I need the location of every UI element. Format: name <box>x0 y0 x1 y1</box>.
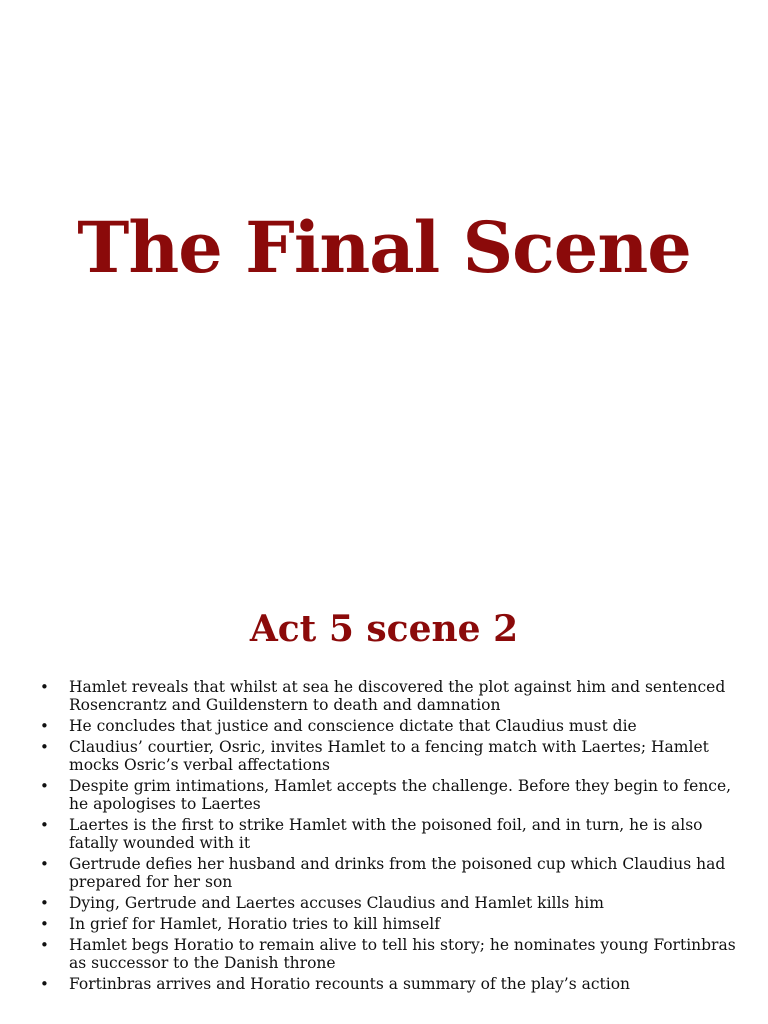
bullet-item <box>38 816 738 852</box>
bullet-text: Fortinbras arrives and Horatio recounts a summary of the play’s action <box>69 975 631 993</box>
bullet-item <box>38 777 738 813</box>
bullet-text: He concludes that justice and conscience dictate that Claudius must die <box>69 717 637 735</box>
bullet-text: Claudius’ courtier, Osric, invites Hamlet to a fencing match with Laertes; Hamlet mocks Osric’s verbal affectations <box>69 738 709 774</box>
slide-title: Act 5 scene 2 <box>249 608 519 650</box>
bullet-text: Laertes is the first to strike Hamlet with the poisoned foil, and in turn, he is also fatally wounded with it <box>69 816 703 852</box>
bullet-icon: • <box>40 915 49 933</box>
bullet-text: In grief for Hamlet, Horatio tries to kill himself <box>69 915 440 933</box>
bullet-item <box>38 894 738 912</box>
bullet-item <box>38 738 738 774</box>
main-title: The Final Scene <box>77 206 691 289</box>
bullet-icon: • <box>40 678 49 696</box>
bullet-icon: • <box>40 777 49 795</box>
bullet-text: Dying, Gertrude and Laertes accuses Claudius and Hamlet kills him <box>69 894 604 912</box>
bullet-text: Hamlet reveals that whilst at sea he discovered the plot against him and sentenced Rosencrantz and Guildenstern to death and damnation <box>69 678 726 714</box>
bullet-icon: • <box>40 738 49 756</box>
bullet-icon: • <box>40 975 49 993</box>
bullet-list <box>38 678 738 996</box>
bullet-icon: • <box>40 717 49 735</box>
bullet-text: Gertrude defies her husband and drinks from the poisoned cup which Claudius had prepared for her son <box>69 855 726 891</box>
bullet-icon: • <box>40 855 49 873</box>
bullet-item <box>38 678 738 714</box>
bullet-text: Despite grim intimations, Hamlet accepts the challenge. Before they begin to fence, he apologises to Laertes <box>69 777 732 813</box>
bullet-item <box>38 717 738 735</box>
bullet-icon: • <box>40 936 49 954</box>
bullet-text: Hamlet begs Horatio to remain alive to tell his story; he nominates young Fortinbras as successor to the Danish throne <box>69 936 736 972</box>
bullet-icon: • <box>40 894 49 912</box>
bullet-item <box>38 936 738 972</box>
bullet-item <box>38 855 738 891</box>
bullet-item <box>38 975 738 993</box>
content-slide <box>0 576 768 1024</box>
bullet-icon: • <box>40 816 49 834</box>
bullet-item <box>38 915 738 933</box>
